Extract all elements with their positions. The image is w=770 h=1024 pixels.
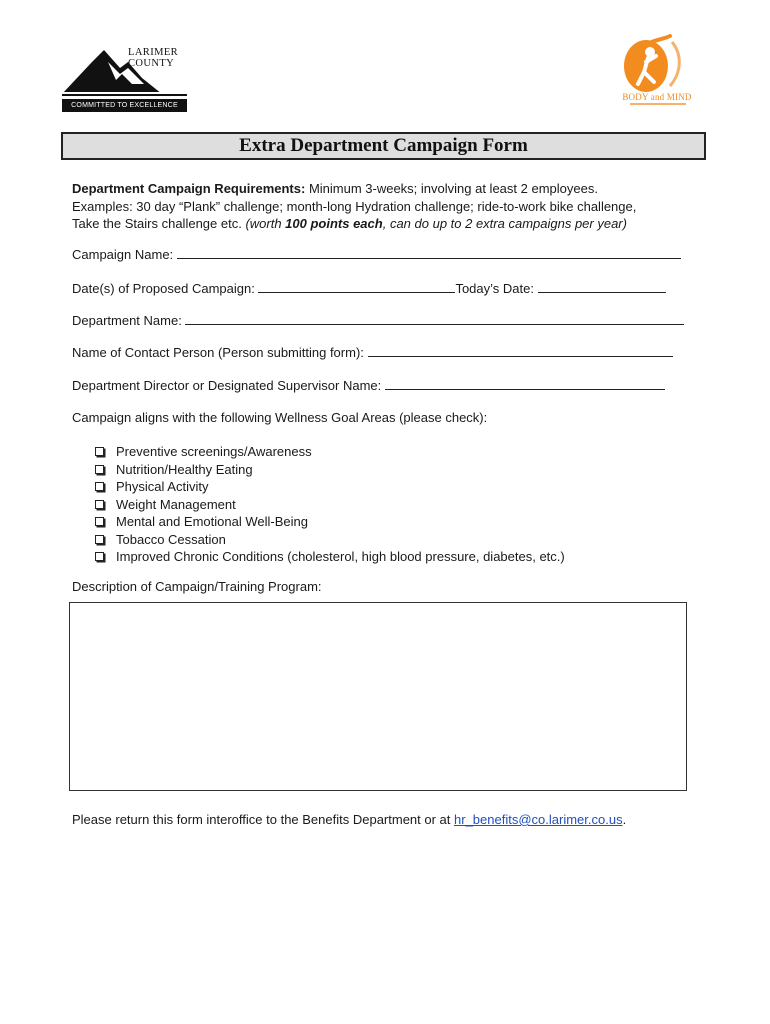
form-title: Extra Department Campaign Form bbox=[239, 135, 528, 156]
proposed-dates-label: Date(s) of Proposed Campaign: bbox=[72, 281, 255, 296]
requirements-line1: Minimum 3-weeks; involving at least 2 employees. bbox=[305, 181, 598, 196]
goal-item[interactable] bbox=[95, 548, 565, 566]
goal-item[interactable] bbox=[95, 443, 565, 461]
body-and-mind-wordmark: BODY and MIND bbox=[622, 92, 692, 102]
footer-note bbox=[72, 812, 626, 828]
goal-item[interactable] bbox=[95, 496, 565, 514]
requirements-label: Department Campaign Requirements: bbox=[72, 181, 306, 196]
proposed-dates-field[interactable] bbox=[258, 280, 455, 293]
goal-item[interactable] bbox=[95, 461, 565, 479]
goal-label: Improved Chronic Conditions (cholesterol, high blood pressure, diabetes, etc.) bbox=[116, 549, 565, 564]
contact-person-label: Name of Contact Person (Person submitting form): bbox=[72, 345, 364, 360]
runner-icon bbox=[612, 34, 702, 94]
county-name-line2: COUNTY bbox=[128, 58, 175, 69]
body-and-mind-logo bbox=[612, 34, 702, 114]
goals-prompt: Campaign aligns with the following Wellness Goal Areas (please check): bbox=[72, 410, 488, 425]
department-name-label: Department Name: bbox=[72, 313, 182, 328]
todays-date-label: Today’s Date: bbox=[455, 281, 534, 296]
form-title-bar bbox=[61, 132, 706, 160]
goal-item[interactable] bbox=[95, 513, 565, 531]
department-name-row bbox=[72, 312, 684, 329]
benefits-email-link[interactable]: hr_benefits@co.larimer.co.us bbox=[454, 812, 623, 827]
description-textarea[interactable] bbox=[69, 602, 687, 791]
goal-label: Preventive screenings/Awareness bbox=[116, 444, 312, 459]
checkbox[interactable] bbox=[95, 500, 104, 509]
director-row bbox=[72, 377, 665, 394]
goal-label: Physical Activity bbox=[116, 479, 209, 494]
contact-person-row bbox=[72, 344, 673, 361]
goal-label: Tobacco Cessation bbox=[116, 531, 226, 547]
checkbox[interactable] bbox=[95, 482, 104, 491]
checkbox[interactable] bbox=[95, 535, 104, 544]
director-field[interactable] bbox=[385, 377, 665, 390]
wellness-goals-list bbox=[95, 443, 565, 566]
director-label: Department Director or Designated Supervisor Name: bbox=[72, 378, 382, 393]
department-name-field[interactable] bbox=[185, 312, 684, 325]
county-name-line1: LARIMER bbox=[128, 47, 179, 58]
county-tagline: COMMITTED TO EXCELLENCE bbox=[62, 99, 187, 112]
goal-item[interactable] bbox=[95, 478, 565, 496]
todays-date-field[interactable] bbox=[538, 280, 666, 293]
contact-person-field[interactable] bbox=[368, 344, 673, 357]
description-label: Description of Campaign/Training Program: bbox=[72, 579, 322, 594]
goal-label: Mental and Emotional Well-Being bbox=[116, 514, 308, 529]
requirements-paragraph bbox=[72, 180, 692, 233]
goal-item[interactable] bbox=[95, 531, 565, 549]
goal-label: Nutrition/Healthy Eating bbox=[116, 461, 253, 477]
checkbox[interactable] bbox=[95, 552, 104, 561]
checkbox[interactable] bbox=[95, 465, 104, 474]
campaign-name-row bbox=[72, 246, 681, 263]
dates-row bbox=[72, 280, 666, 297]
checkbox[interactable] bbox=[95, 517, 104, 526]
footer-end: . bbox=[622, 812, 627, 827]
requirements-line3: Take the Stairs challenge etc. bbox=[72, 216, 246, 231]
larimer-county-logo bbox=[62, 44, 187, 114]
requirements-limit: , can do up to 2 extra campaigns per year) bbox=[382, 216, 627, 231]
checkbox[interactable] bbox=[95, 447, 104, 456]
campaign-name-label: Campaign Name: bbox=[72, 247, 174, 262]
requirements-points: 100 points each bbox=[285, 216, 383, 231]
campaign-name-field[interactable] bbox=[177, 246, 681, 259]
footer-text: Please return this form interoffice to the Benefits Department or at bbox=[72, 812, 455, 827]
requirements-examples: Examples: 30 day “Plank” challenge; month-long Hydration challenge; ride-to-work bike challenge, bbox=[72, 198, 637, 214]
logo-underline bbox=[630, 103, 686, 105]
goal-label: Weight Management bbox=[116, 496, 236, 512]
requirements-worth: (worth bbox=[245, 216, 286, 231]
